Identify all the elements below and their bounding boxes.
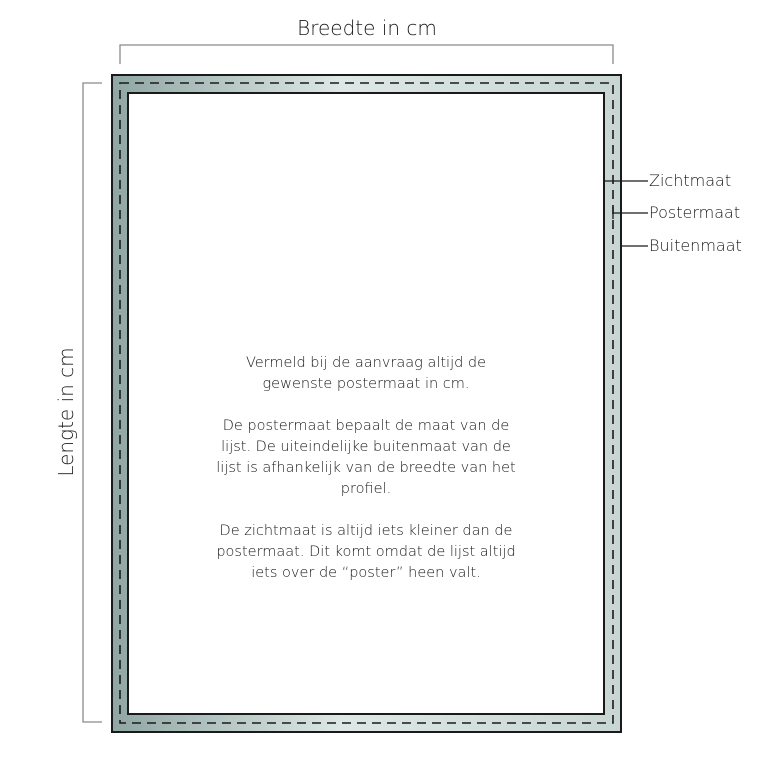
poster-size-label: Postermaat — [649, 203, 741, 222]
outer-size-label: Buitenmaat — [649, 236, 742, 255]
info-paragraph-sight-size: De zichtmaat is altijd iets kleiner dan de postermaat. Dit komt omdat de lijst altijd iets over de “poster” heen valt. — [216, 523, 516, 581]
width-label: Breedte in cm — [297, 16, 437, 40]
length-label: Lengte in cm — [54, 347, 78, 477]
width-dimension-bracket — [120, 45, 613, 64]
info-text-block — [211, 353, 521, 584]
info-paragraph-poster-size: De postermaat bepaalt de maat van de lijst. De uiteindelijke buitenmaat van de lijst is afhankelijk van de breedte van het profiel. — [216, 418, 516, 497]
info-paragraph-request: Vermeld bij de aanvraag altijd de gewenste postermaat in cm. — [245, 355, 487, 392]
sight-size-label: Zichtmaat — [649, 171, 732, 190]
length-dimension-bracket — [83, 83, 102, 722]
